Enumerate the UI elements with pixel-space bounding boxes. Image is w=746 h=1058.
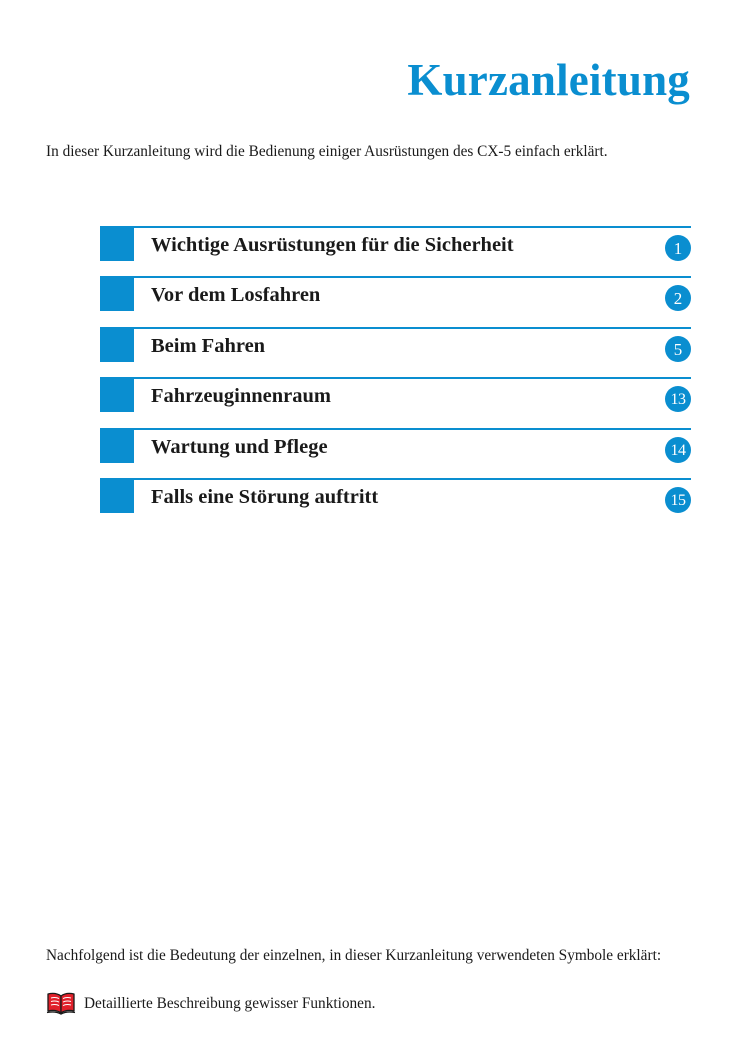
toc-marker bbox=[100, 329, 134, 362]
toc-divider bbox=[100, 377, 691, 379]
toc-item-troubleshooting[interactable] bbox=[100, 478, 691, 528]
toc-divider bbox=[100, 478, 691, 480]
toc-page-number: 2 bbox=[665, 285, 691, 311]
toc-marker bbox=[100, 228, 134, 261]
toc-page-number: 13 bbox=[665, 386, 691, 412]
toc-page-number: 15 bbox=[665, 487, 691, 513]
page-title: Kurzanleitung bbox=[407, 55, 690, 105]
toc-divider bbox=[100, 327, 691, 329]
toc-marker bbox=[100, 480, 134, 513]
toc-marker bbox=[100, 430, 134, 463]
toc-page-number: 1 bbox=[665, 235, 691, 261]
toc-item-label: Wartung und Pflege bbox=[151, 435, 328, 458]
toc-page-number: 14 bbox=[665, 437, 691, 463]
toc-item-interior[interactable] bbox=[100, 377, 691, 427]
open-book-icon bbox=[46, 991, 76, 1015]
toc-item-while-driving[interactable] bbox=[100, 327, 691, 377]
legend-item-label: Detaillierte Beschreibung gewisser Funktionen. bbox=[84, 994, 376, 1012]
toc-item-label: Falls eine Störung auftritt bbox=[151, 485, 379, 508]
toc-item-maintenance[interactable] bbox=[100, 428, 691, 478]
toc-item-label: Fahrzeuginnenraum bbox=[151, 385, 331, 408]
toc-divider bbox=[100, 226, 691, 228]
intro-text: In dieser Kurzanleitung wird die Bedienung einiger Ausrüstungen des CX-5 einfach erklärt. bbox=[46, 143, 608, 160]
toc-divider bbox=[100, 276, 691, 278]
toc-divider bbox=[100, 428, 691, 430]
toc-item-before-driving[interactable] bbox=[100, 276, 691, 326]
toc-item-safety[interactable] bbox=[100, 226, 691, 276]
toc-marker bbox=[100, 278, 134, 311]
legend-intro: Nachfolgend ist die Bedeutung der einzelnen, in dieser Kurzanleitung verwendeten Symbole erklärt: bbox=[46, 947, 662, 964]
toc-page-number: 5 bbox=[665, 336, 691, 362]
toc-marker bbox=[100, 379, 134, 412]
legend-item bbox=[46, 990, 375, 1016]
toc-item-label: Beim Fahren bbox=[151, 334, 266, 357]
table-of-contents bbox=[100, 226, 691, 528]
toc-item-label: Wichtige Ausrüstungen für die Sicherheit bbox=[151, 234, 514, 256]
toc-item-label: Vor dem Losfahren bbox=[151, 284, 321, 307]
